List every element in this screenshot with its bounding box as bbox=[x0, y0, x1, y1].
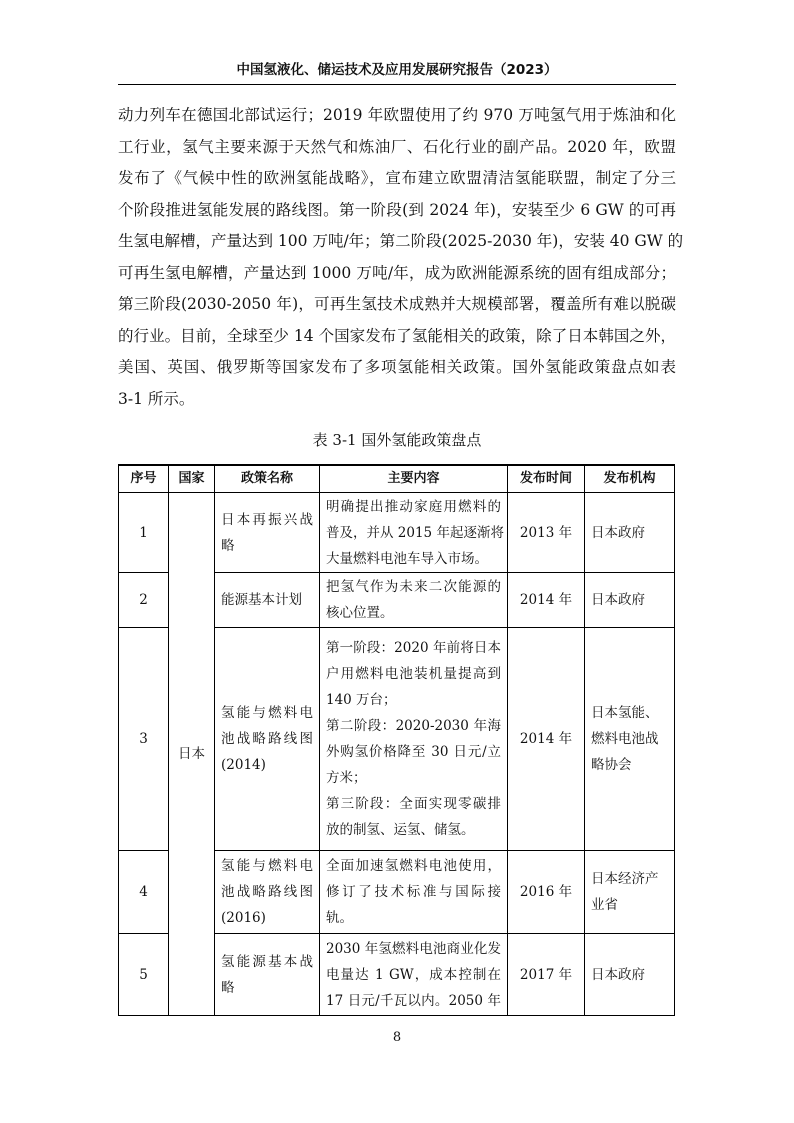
date-cell: 2014 年 bbox=[508, 628, 585, 851]
cell-line: 外购氢价格降至 30 日元/立 bbox=[326, 744, 501, 760]
cell-line: 池战略路线图 bbox=[221, 884, 313, 900]
content-cell bbox=[320, 851, 508, 934]
cell-line: 第三阶段：全面实现零碳排 bbox=[326, 796, 501, 812]
cell-line: (2014) bbox=[221, 757, 266, 773]
body-line: 发布了《气候中性的欧洲氢能战略》，宣布建立欧盟清洁氢能联盟，制定了分三 bbox=[118, 169, 676, 187]
table-row bbox=[119, 493, 675, 573]
header-cell-no: 序号 bbox=[119, 465, 169, 493]
policy-name-cell bbox=[215, 851, 320, 934]
cell-line: 日本政府 bbox=[591, 966, 645, 983]
cell-line: 日本政府 bbox=[591, 592, 645, 608]
body-line: 动力列车在德国北部试运行；2019 年欧盟使用了约 970 万吨氢气用于炼油和化 bbox=[118, 106, 676, 124]
body-line: 可再生氢电解槽，产量达到 1000 万吨/年，成为欧洲能源系统的固有组成部分； bbox=[118, 263, 676, 282]
org-cell bbox=[585, 573, 675, 628]
cell-line: 氢能与燃料电 bbox=[221, 705, 313, 721]
date-cell: 2013 年 bbox=[508, 493, 585, 573]
cell-line: 略协会 bbox=[591, 757, 632, 773]
body-line: 生氢电解槽，产量达到 100 万吨/年；第二阶段(2025-2030 年)，安装 40 GW 的 bbox=[118, 232, 684, 250]
body-line: 美国、英国、俄罗斯等国家发布了多项氢能相关政策。国外氢能政策盘点如表 bbox=[118, 358, 676, 376]
cell-line: 140 万台； bbox=[326, 692, 397, 708]
country-cell: 日本 bbox=[169, 493, 215, 1016]
row-number: 5 bbox=[119, 934, 169, 1016]
cell-line: 日本经济产 bbox=[591, 871, 659, 887]
cell-line: 把氢气作为未来二次能源的 bbox=[326, 579, 501, 595]
header-rule bbox=[118, 84, 676, 85]
policy-name-cell bbox=[215, 493, 320, 573]
content-cell bbox=[320, 628, 508, 851]
cell-line: 明确提出推动家庭用燃料的 bbox=[326, 498, 501, 515]
cell-line: (2016) bbox=[221, 910, 266, 926]
cell-line: 核心位置。 bbox=[326, 605, 394, 621]
cell-line: 轨。 bbox=[326, 910, 353, 926]
date-cell: 2014 年 bbox=[508, 573, 585, 628]
date-cell: 2016 年 bbox=[508, 851, 585, 934]
table-header-row bbox=[119, 465, 675, 493]
cell-line: 普及，并从 2015 年起逐渐将 bbox=[326, 524, 504, 541]
cell-line: 略 bbox=[221, 979, 235, 996]
row-number: 2 bbox=[119, 573, 169, 628]
header-cell-policy-name: 政策名称 bbox=[215, 465, 320, 493]
cell-line: 氢能源基本战 bbox=[221, 953, 313, 970]
body-line: 个阶段推进氢能发展的路线图。第一阶段(到 2024 年)，安装至少 6 GW 的可再 bbox=[118, 200, 676, 219]
running-header: 中国氢液化、储运技术及应用发展研究报告（2023） bbox=[236, 62, 558, 78]
body-line: 工行业，氢气主要来源于天然气和炼油厂、石化行业的副产品。2020 年，欧盟 bbox=[118, 137, 676, 156]
cell-line: 略 bbox=[221, 537, 235, 554]
cell-line: 大量燃料电池车导入市场。 bbox=[326, 550, 488, 567]
cell-line: 电量达 1 GW，成本控制在 bbox=[326, 966, 501, 983]
cell-line: 修订了技术标准与国际接 bbox=[326, 884, 501, 900]
policy-name-cell bbox=[215, 573, 320, 628]
policy-name-cell bbox=[215, 628, 320, 851]
date-cell: 2017 年 bbox=[508, 934, 585, 1016]
table-caption: 表 3-1 国外氢能政策盘点 bbox=[312, 431, 482, 449]
header-cell-country: 国家 bbox=[169, 465, 215, 493]
cell-line: 全面加速氢燃料电池使用， bbox=[326, 858, 501, 874]
cell-line: 日本政府 bbox=[591, 524, 645, 541]
cell-line: 氢能与燃料电 bbox=[221, 858, 313, 874]
row-number: 4 bbox=[119, 851, 169, 934]
org-cell bbox=[585, 934, 675, 1016]
header-cell-content: 主要内容 bbox=[320, 465, 508, 493]
cell-line: 能源基本计划 bbox=[221, 592, 302, 608]
header-cell-org: 发布机构 bbox=[585, 465, 675, 493]
policy-name-cell bbox=[215, 934, 320, 1016]
page-number: 8 bbox=[392, 1030, 402, 1045]
org-cell bbox=[585, 493, 675, 573]
policy-table bbox=[118, 464, 675, 1016]
content-cell bbox=[320, 573, 508, 628]
cell-line: 户用燃料电池装机量提高到 bbox=[326, 666, 501, 682]
cell-line: 日本氢能、 bbox=[591, 705, 659, 721]
cell-line: 第一阶段：2020 年前将日本 bbox=[326, 640, 501, 656]
body-line: 第三阶段(2030-2050 年)，可再生氢技术成熟并大规模部署，覆盖所有难以脱碳 bbox=[118, 295, 676, 313]
cell-line: 日本再振兴战 bbox=[221, 511, 313, 528]
cell-line: 池战略路线图 bbox=[221, 731, 313, 747]
cell-line: 第二阶段：2020-2030 年海 bbox=[326, 718, 501, 734]
header-cell-date: 发布时间 bbox=[508, 465, 585, 493]
body-line: 3-1 所示。 bbox=[118, 389, 195, 408]
cell-line: 2030 年氢燃料电池商业化发 bbox=[326, 940, 501, 957]
body-line: 的行业。目前，全球至少 14 个国家发布了氢能相关的政策，除了日本韩国之外， bbox=[118, 326, 676, 345]
body-paragraph bbox=[118, 100, 684, 415]
cell-line: 方米； bbox=[326, 770, 367, 786]
org-cell bbox=[585, 851, 675, 934]
row-number: 3 bbox=[119, 628, 169, 851]
org-cell bbox=[585, 628, 675, 851]
cell-line: 燃料电池战 bbox=[591, 731, 659, 747]
row-number: 1 bbox=[119, 493, 169, 573]
content-cell bbox=[320, 934, 508, 1016]
cell-line: 业省 bbox=[591, 897, 618, 913]
cell-line: 17 日元/千瓦以内。2050 年 bbox=[326, 992, 501, 1009]
content-cell bbox=[320, 493, 508, 573]
cell-line: 放的制氢、运氢、储氢。 bbox=[326, 822, 475, 838]
